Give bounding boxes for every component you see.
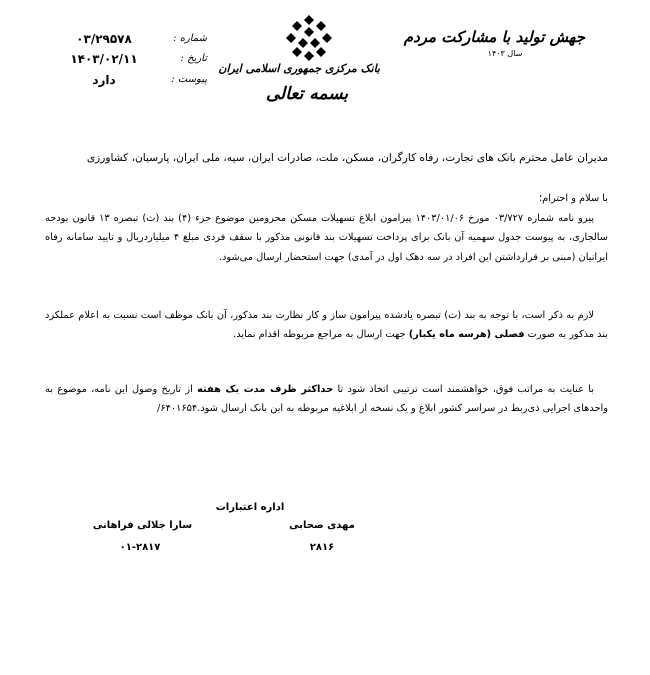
- date-value: ۱۴۰۳/۰۲/۱۱: [70, 52, 138, 66]
- signer-right-name: مهدی صحابی: [289, 520, 355, 531]
- central-bank-emblem-icon: [283, 14, 335, 64]
- recipients: مدیران عامل محترم بانک های تجارت، رفاه کارگران، مسکن، ملت، صادرات ایران، سپه، ملی ایران، پارسیان، کشاورزی: [86, 152, 608, 164]
- signer-left-code: ۰۱-۲۸۱۷: [119, 542, 161, 553]
- slogan-year: سال ۱۴۰۳: [487, 49, 523, 58]
- bismillah: بسمه تعالی: [265, 84, 349, 104]
- slogan: جهش تولید با مشارکت مردم: [403, 28, 585, 46]
- paragraph-3-emphasis: حداکثر ظرف مدت یک هفته: [197, 384, 334, 395]
- paragraph-3: [45, 380, 608, 419]
- paragraph-3-text-end: از تاریخ وصول این نامه، موضوع به واحدهای اجرایی ذی‌ربط در سراسر کشور ابلاغ و یک نسخه از ابلاغیه مربوطه به این بانک ارسال شود.۶۴۰۱۶۵۴/: [45, 384, 608, 415]
- bank-name: بانک مرکزی جمهوری اسلامی ایران: [218, 62, 380, 75]
- paragraph-2: [45, 306, 608, 345]
- paragraph-3-text: با عنایت به مراتب فوق، خواهشمند است ترتیبی اتخاذ شود تا: [333, 384, 594, 395]
- paragraph-1: پیرو نامه شماره ۰۳/۷۲۷ مورخ ۱۴۰۳/۰۱/۰۶ پیرامون ابلاغ تسهیلات مسکن محرومین موضوع جزء (۴) بند (ث) تبصره ۱۳ قانون بودجه سالجاری، به پیوست جدول سهمیه آن بانک برای پرداخت تسهیلات بند قانونی مذکور با سقف فردی مبلغ ۴ میلیاردریال و تایید سامانه رفاه ایرانیان (مبنی بر قرارداشتن این افراد در سه دهک اول در آمدی) جهت استحضار ارسال می‌شود.: [45, 213, 608, 263]
- greeting: با سلام و احترام؛: [539, 193, 608, 204]
- signer-left-name: سارا جلالی فراهانی: [92, 520, 193, 531]
- attachment-value: دارد: [92, 73, 116, 87]
- number-label: شماره :: [173, 33, 207, 44]
- paragraph-2-emphasis: فصلی (هرسه ماه یکبار): [408, 329, 525, 341]
- signer-right-code: ۲۸۱۶: [309, 542, 335, 553]
- paragraph-2-text: لازم به ذکر است، با توجه به بند (ث) تبصره یادشده پیرامون ساز و کار نظارت بند مذکور، آن بانک موظف است نسبت به اعلام عملکرد بند مذکور به صورت: [45, 310, 608, 341]
- date-label: تاریخ :: [180, 53, 207, 64]
- attachment-label: پیوست :: [171, 74, 207, 85]
- department-title: اداره اعتبارات: [215, 502, 285, 513]
- number-value: ۰۳/۲۹۵۷۸: [76, 32, 132, 46]
- paragraph-2-text-end: جهت ارسال به مراجع مربوطه اقدام نماید.: [233, 329, 409, 341]
